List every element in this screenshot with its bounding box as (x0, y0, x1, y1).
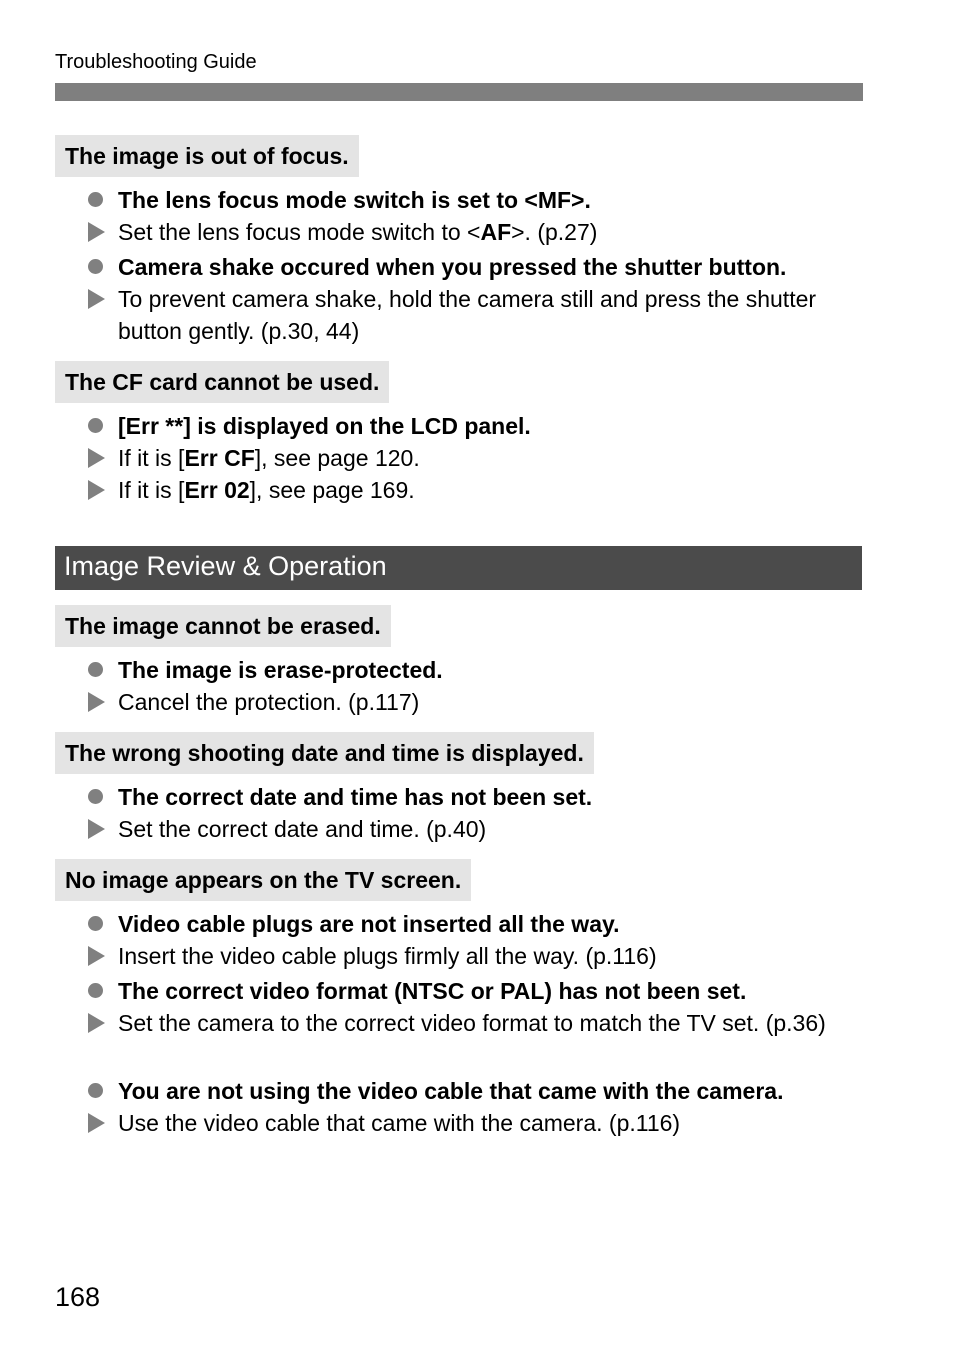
arrow-right-icon (86, 1007, 108, 1039)
subheading-wrong-date: The wrong shooting date and time is displayed. (55, 732, 594, 774)
section-heading: Image Review & Operation (55, 546, 862, 590)
remedy-text: Use the video cable that came with the camera. (p.116) (118, 1110, 681, 1136)
bullet-dot-icon (86, 410, 108, 442)
cause-text: The lens focus mode switch is set to <MF>. (118, 187, 591, 213)
page-number: 168 (55, 1282, 101, 1312)
arrow-right-icon (86, 216, 108, 248)
arrow-right-icon (86, 940, 108, 972)
cause-text: Camera shake occured when you pressed the shutter button. (118, 254, 787, 280)
subheading-cannot-erase: The image cannot be erased. (55, 605, 391, 647)
remedy-text: Insert the video cable plugs firmly all the way. (p.116) (118, 943, 657, 969)
remedy-text: To prevent camera shake, hold the camera still and press the shutter button gently. (p.30, 44) (118, 286, 817, 344)
bullet-dot-icon (86, 908, 108, 940)
bullet-dot-icon (86, 184, 108, 216)
remedy-text: If it is [Err 02], see page 169. (118, 477, 415, 503)
bullet-dot-icon (86, 251, 108, 283)
remedy-text: Set the camera to the correct video format to match the TV set. (p.36) (118, 1010, 826, 1036)
cause-text: The image is erase-protected. (118, 657, 443, 683)
remedy-text: Set the lens focus mode switch to <AF>. (p.27) (118, 219, 598, 245)
bullet-dot-icon (86, 975, 108, 1007)
cause-text: Video cable plugs are not inserted all the way. (118, 911, 620, 937)
bullet-dot-icon (86, 1075, 108, 1107)
arrow-right-icon (86, 474, 108, 506)
cause-text: [Err **] is displayed on the LCD panel. (118, 413, 531, 439)
subheading-cf-card: The CF card cannot be used. (55, 361, 389, 403)
running-header: Troubleshooting Guide (55, 51, 257, 73)
arrow-right-icon (86, 1107, 108, 1139)
remedy-text: Set the correct date and time. (p.40) (118, 816, 487, 842)
arrow-right-icon (86, 283, 108, 315)
bullet-dot-icon (86, 781, 108, 813)
arrow-right-icon (86, 813, 108, 845)
cause-text: The correct date and time has not been set. (118, 784, 593, 810)
header-rule (55, 83, 863, 101)
arrow-right-icon (86, 442, 108, 474)
remedy-text: Cancel the protection. (p.117) (118, 689, 420, 715)
cause-text: You are not using the video cable that came with the camera. (118, 1078, 784, 1104)
cause-text: The correct video format (NTSC or PAL) has not been set. (118, 978, 747, 1004)
remedy-text: If it is [Err CF], see page 120. (118, 445, 420, 471)
subheading-out-of-focus: The image is out of focus. (55, 135, 359, 177)
arrow-right-icon (86, 686, 108, 718)
bullet-dot-icon (86, 654, 108, 686)
subheading-no-tv-image: No image appears on the TV screen. (55, 859, 471, 901)
